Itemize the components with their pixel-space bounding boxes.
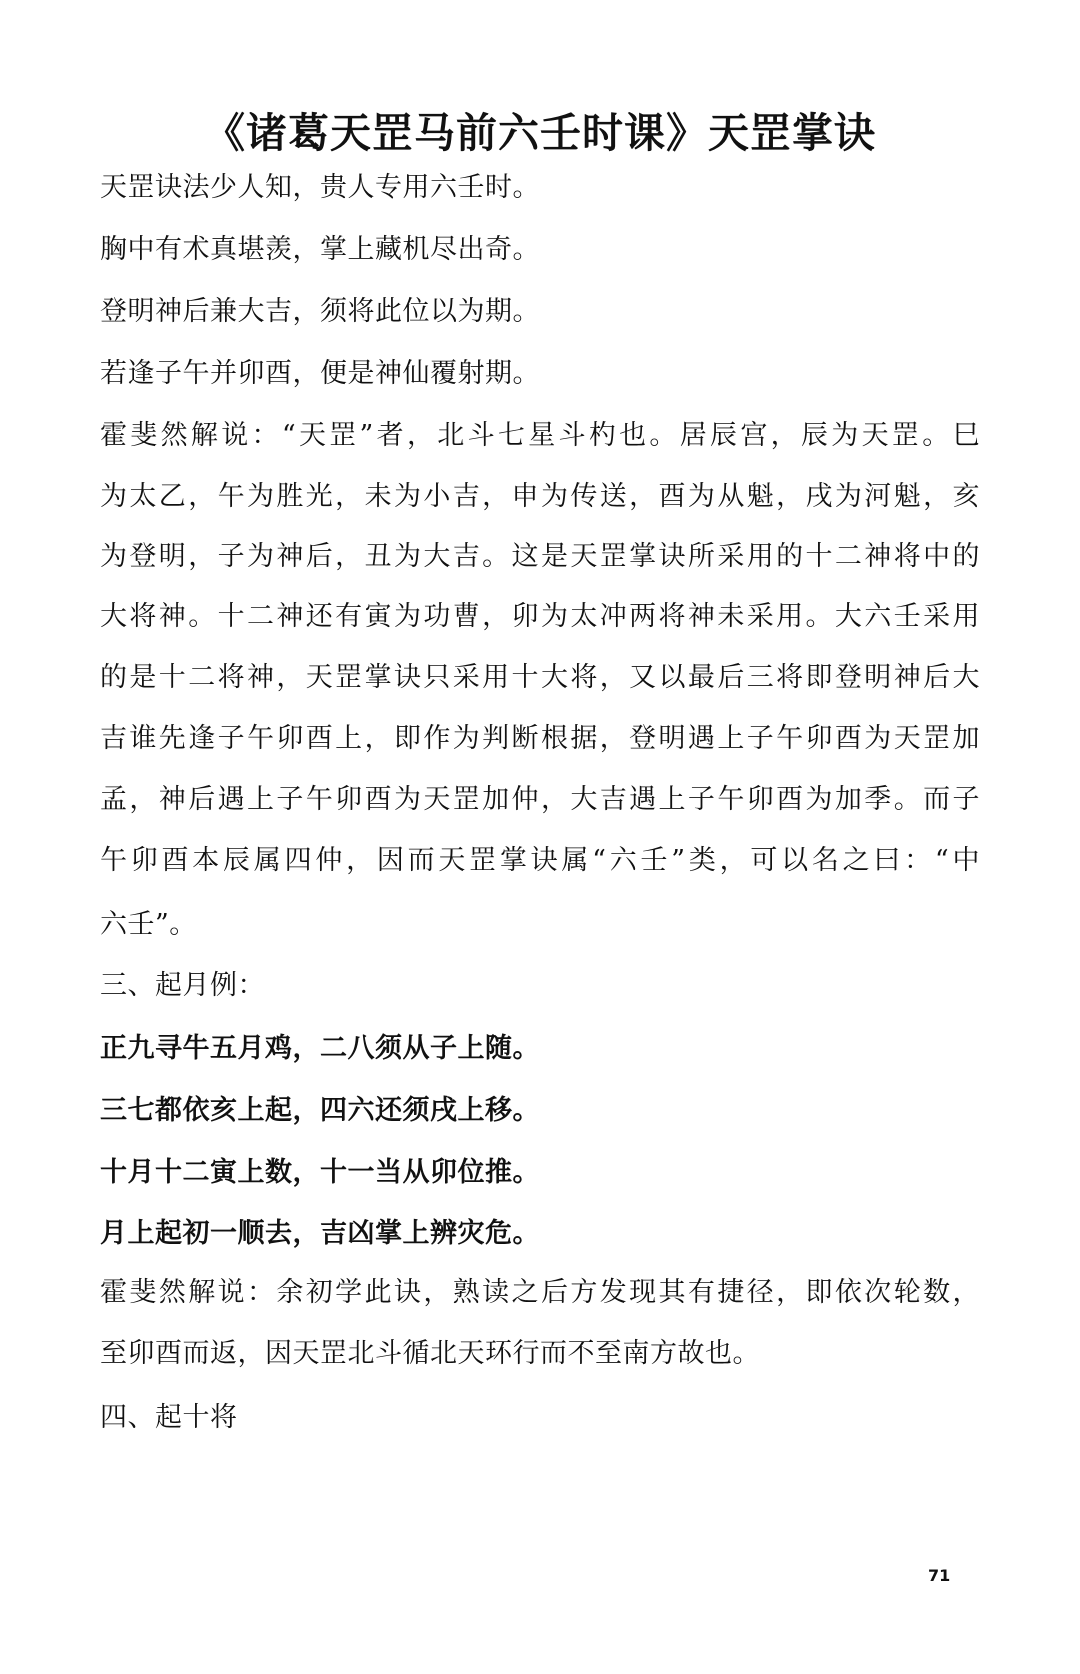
- verse-line: 正九寻牛五月鸡，二八须从子上随。: [100, 1033, 540, 1064]
- commentary-line: 的是十二将神，天罡掌诀只采用十大将，又以最后三将即登明神后大: [100, 662, 980, 693]
- commentary-line: 霍斐然解说：“天罡”者，北斗七星斗杓也。居辰宫，辰为天罡。巳: [100, 420, 980, 451]
- commentary-line: 孟，神后遇上子午卯酉为天罡加仲，大吉遇上子午卯酉为加季。而子: [100, 784, 980, 815]
- verse-line: 十月十二寅上数，十一当从卯位推。: [100, 1157, 540, 1188]
- commentary-line: 大将神。十二神还有寅为功曹，卯为太冲两将神未采用。大六壬采用: [100, 601, 980, 632]
- section-heading: 三、起月例：: [100, 970, 265, 1001]
- commentary-line: 至卯酉而返，因天罡北斗循北天环行而不至南方故也。: [100, 1338, 760, 1369]
- section-heading: 四、起十将: [100, 1402, 238, 1433]
- commentary-line: 午卯酉本辰属四仲，因而天罡掌诀属“六壬”类，可以名之曰：“中: [100, 845, 980, 876]
- page-title: 《诸葛天罡马前六壬时课》天罡掌诀: [204, 109, 876, 157]
- verse-line: 三七都依亥上起，四六还须戌上移。: [100, 1095, 540, 1126]
- poem-line: 若逢子午并卯酉，便是神仙覆射期。: [100, 358, 540, 389]
- poem-line: 天罡诀法少人知，贵人专用六壬时。: [100, 172, 540, 203]
- verse-line: 月上起初一顺去，吉凶掌上辨灾危。: [100, 1218, 540, 1249]
- commentary-line: 为太乙，午为胜光，未为小吉，申为传送，酉为从魁，戌为河魁，亥: [100, 481, 980, 512]
- commentary-line: 霍斐然解说：余初学此诀，熟读之后方发现其有捷径，即依次轮数，: [100, 1277, 980, 1308]
- page-number: 71: [928, 1566, 951, 1585]
- poem-line: 胸中有术真堪羡，掌上藏机尽出奇。: [100, 234, 540, 265]
- commentary-line: 六壬”。: [100, 909, 197, 940]
- commentary-line: 为登明，子为神后，丑为大吉。这是天罡掌诀所采用的十二神将中的: [100, 541, 980, 572]
- commentary-line: 吉谁先逢子午卯酉上，即作为判断根据，登明遇上子午卯酉为天罡加: [100, 723, 980, 754]
- poem-line: 登明神后兼大吉，须将此位以为期。: [100, 296, 540, 327]
